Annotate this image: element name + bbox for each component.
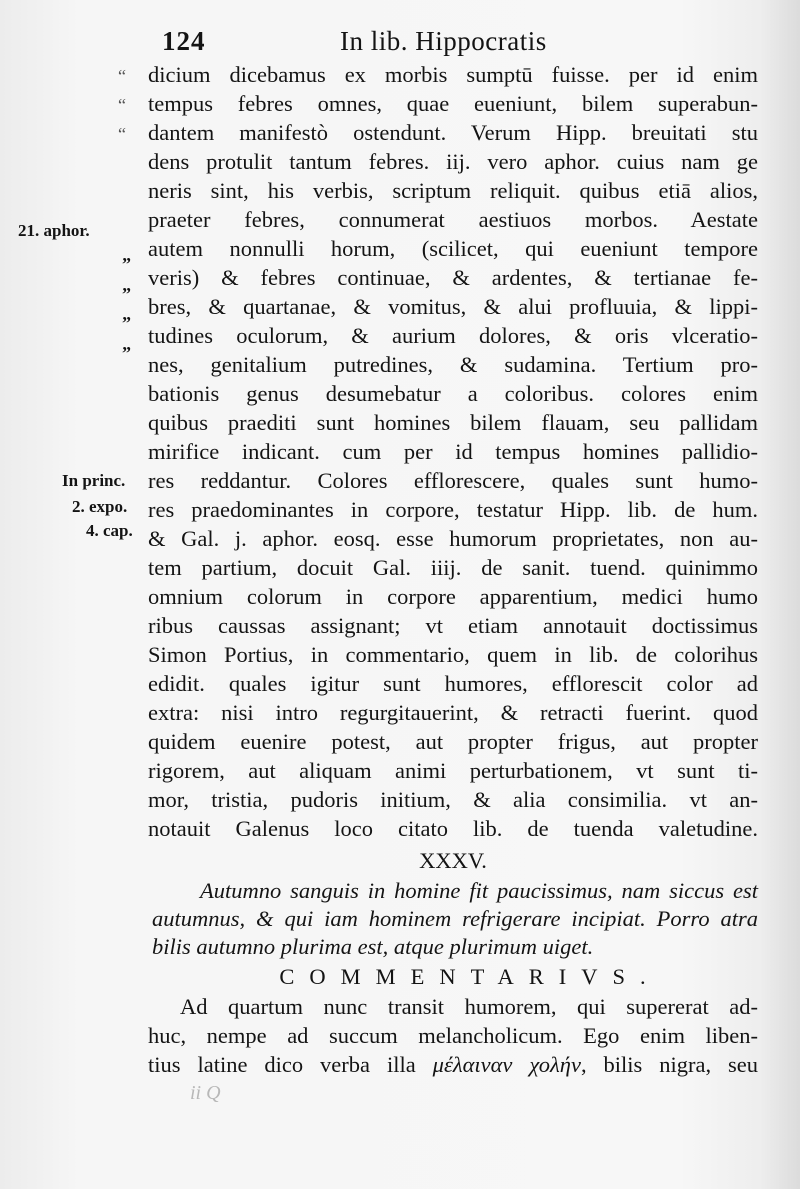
text-line: dens protulit tantum febres. iij. vero aphor. cuius nam ge (148, 149, 758, 174)
quote-mark: “ (118, 66, 126, 86)
quote-mark: ” (122, 284, 131, 304)
aphorism-line: autumnus, & qui iam hominem refrigerare incipiat. Porro atra (152, 906, 758, 931)
text-line: dantem manifestò ostendunt. Verum Hipp. breuitati stu (148, 120, 758, 145)
quote-mark: ” (122, 254, 131, 274)
text-line: Ad quartum nunc transit humorem, qui supererat ad- (180, 994, 758, 1019)
text-line: tempus febres omnes, quae eueniunt, bilem superabun- (148, 91, 758, 116)
text-line: neris sint, his verbis, scriptum reliquit. quibus etiā alios, (148, 178, 758, 203)
text-line: tudines oculorum, & aurium dolores, & oris vlceratio- (148, 323, 758, 348)
page-number: 124 (162, 26, 206, 56)
quote-mark: ” (122, 313, 131, 333)
quote-mark: ” (122, 343, 131, 363)
text-line: nes, genitalium putredines, & sudamina. Tertium pro- (148, 352, 758, 377)
text-fragment: , bilis nigra, seu (580, 1052, 759, 1077)
greek-phrase: μέλαιναν χολήν (432, 1052, 581, 1077)
text-line: praeter febres, connumerat aestiuos morbos. Aestate (148, 207, 758, 232)
margin-note-aphorism: 21. aphor. (18, 221, 90, 240)
text-line: tem partium, docuit Gal. iiij. de sanit. tuend. quinimmo (148, 555, 758, 580)
text-line: huc, nempe ad succum melancholicum. Ego enim liben- (148, 1023, 758, 1048)
section-number: XXXV. (419, 848, 487, 873)
text-line: autem nonnulli horum, (scilicet, qui eueniunt tempore (148, 236, 758, 261)
margin-note-capitulum: 4. cap. (86, 521, 133, 540)
text-line: res reddantur. Colores efflorescere, quales sunt humo- (148, 468, 758, 493)
margin-note-in-principio: In princ. (62, 471, 126, 490)
text-line: rigorem, aut aliquam animi perturbationem, vt sunt ti- (148, 758, 758, 783)
text-line: mirifice indicant. cum per id tempus homines pallidio- (148, 439, 758, 464)
running-title: In lib. Hippocratis (340, 26, 547, 56)
text-line: Simon Portius, in commentario, quem in lib. de colorihus (148, 642, 758, 667)
text-line: quidem euenire potest, aut propter frigus, aut propter (148, 729, 758, 754)
page-header (150, 20, 630, 60)
aphorism-line: Autumno sanguis in homine fit paucissimus, nam siccus est (200, 878, 758, 903)
text-line: & Gal. j. aphor. eosq. esse humorum proprietates, non au- (148, 526, 758, 551)
text-line: notauit Galenus loco citato lib. de tuenda valetudine. (148, 816, 758, 841)
text-line: veris) & febres continuae, & ardentes, & tertianae fe- (148, 265, 758, 290)
margin-note-expositio: 2. expo. (72, 497, 128, 516)
text-line: res praedominantes in corpore, testatur Hipp. lib. de hum. (148, 497, 758, 522)
quote-mark: “ (118, 95, 126, 115)
text-fragment: tius latine dico verba illa (148, 1052, 416, 1077)
text-line: omnium colorum in corpore apparentium, medici humo (148, 584, 758, 609)
page-gutter-shadow (760, 0, 800, 1189)
text-line: bres, & quartanae, & vomitus, & alui profluuia, & lippi- (148, 294, 758, 319)
text-line-with-greek (148, 1050, 758, 1080)
text-line: mor, tristia, pudoris initium, & alia consimilia. vt an- (148, 787, 758, 812)
text-line: ribus caussas assignant; vt etiam annotauit doctissimus (148, 613, 758, 638)
aphorism-line: bilis autumno plurima est, atque plurimum uiget. (152, 934, 594, 959)
commentary-heading: COMMENTARIVS. (279, 964, 661, 989)
text-line: quibus praediti sunt homines bilem flauam, seu pallidam (148, 410, 758, 435)
text-line: dicium dicebamus ex morbis sumptū fuisse. per id enim (148, 62, 758, 87)
quote-mark: “ (118, 124, 126, 144)
text-line: bationis genus desumebatur a coloribus. colores enim (148, 381, 758, 406)
text-line: edidit. quales igitur sunt humores, efflorescit color ad (148, 671, 758, 696)
bleed-through-mark: ii Q (190, 1082, 221, 1104)
text-line: extra: nisi intro regurgitauerint, & retracti fuerint. quod (148, 700, 758, 725)
